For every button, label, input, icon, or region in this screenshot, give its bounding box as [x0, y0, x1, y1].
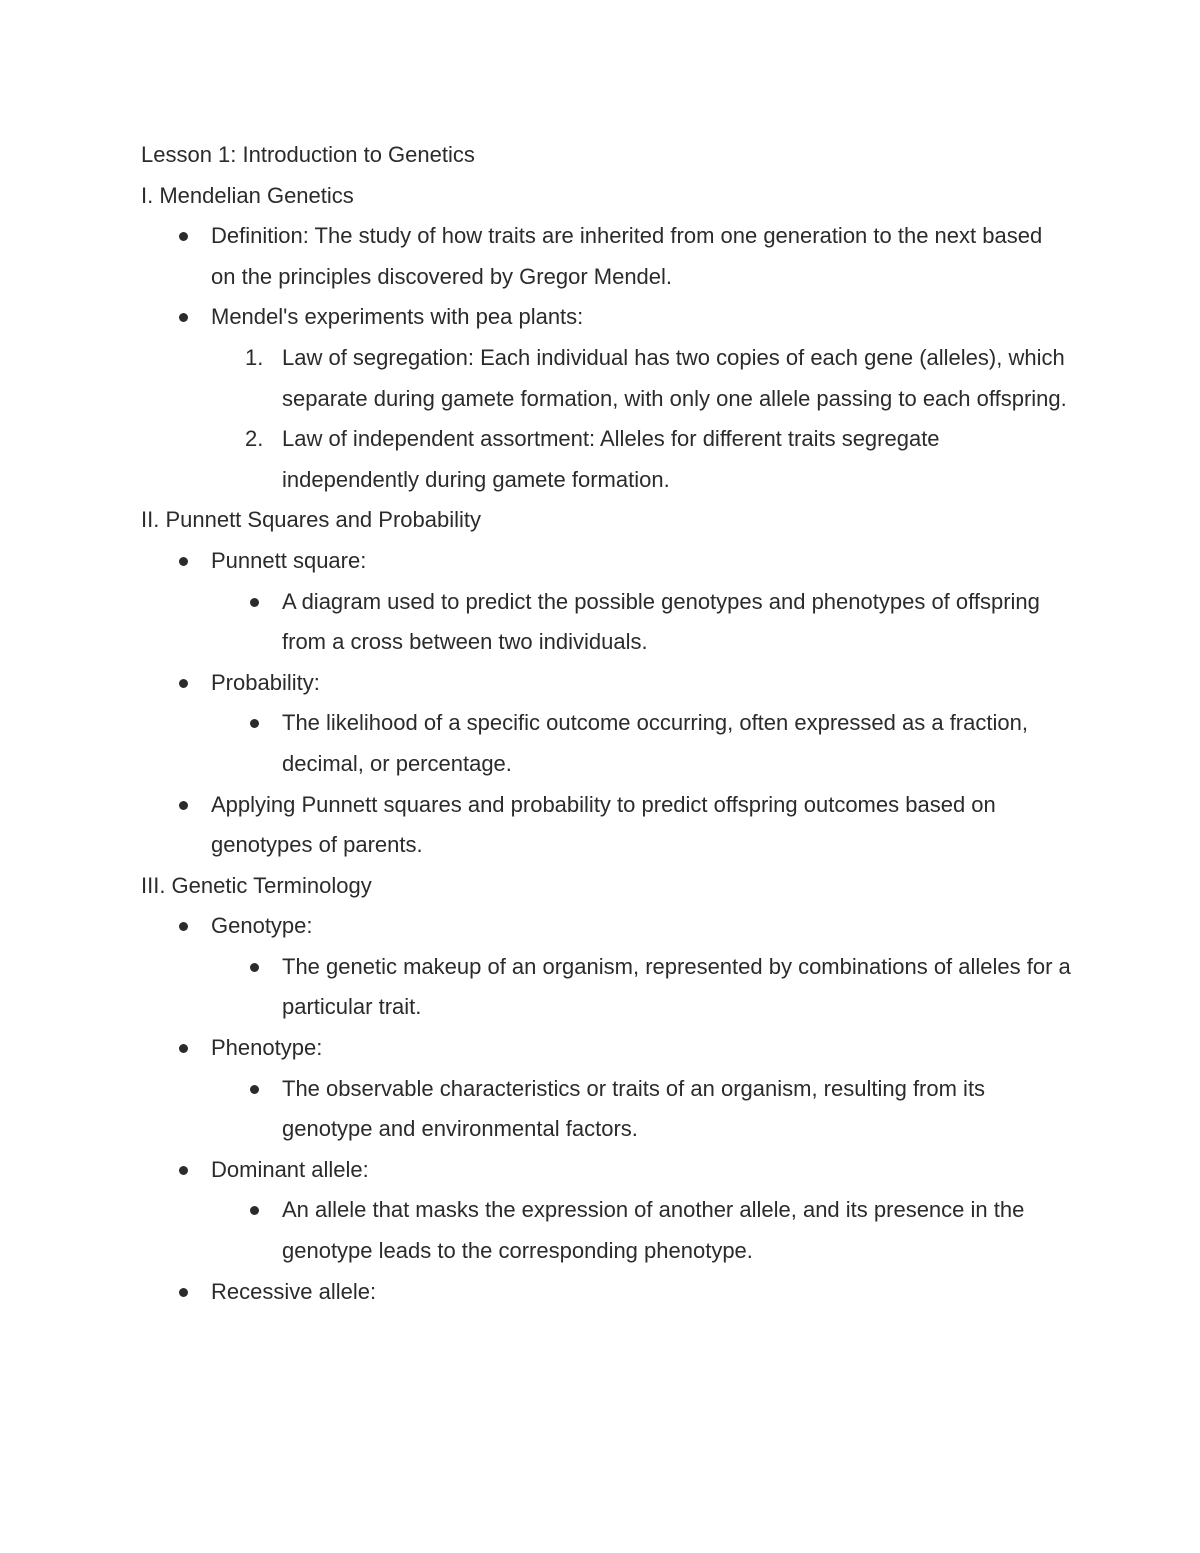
term-detail: A diagram used to predict the possible genotypes and phenotypes of offspring from a cross between two individuals. — [282, 588, 1040, 655]
term-label: Genotype: — [211, 913, 313, 939]
list-item — [141, 1150, 1071, 1191]
lesson-notes — [141, 135, 1071, 1312]
term-label: Recessive allele: — [211, 1278, 377, 1304]
list-item — [141, 1272, 1071, 1313]
bullet-icon — [250, 963, 259, 972]
list-item — [141, 541, 1071, 582]
bullet-icon — [179, 801, 188, 810]
list-item — [141, 703, 1071, 784]
term-label: Probability: — [211, 669, 320, 695]
term-label: Phenotype: — [211, 1035, 323, 1061]
bullet-icon — [179, 922, 188, 931]
term-detail: The genetic makeup of an organism, represented by combinations of alleles for a particular trait. — [282, 953, 1071, 1020]
law-text: Law of independent assortment: Alleles for different traits segregate independently during gamete formation. — [282, 426, 940, 492]
term-detail: The observable characteristics or traits of an organism, resulting from its genotype and environmental factors. — [282, 1075, 986, 1142]
term-detail: An allele that masks the expression of another allele, and its presence in the genotype leads to the corresponding phenotype. — [282, 1197, 1025, 1264]
list-item — [141, 1069, 1071, 1150]
bullet-icon — [179, 232, 188, 241]
term-label: Dominant allele: — [211, 1156, 369, 1182]
list-item — [141, 906, 1071, 947]
mendel-laws-list — [141, 338, 1071, 500]
bullet-icon — [179, 1288, 188, 1297]
list-item — [141, 419, 1071, 500]
list-item — [141, 297, 1071, 338]
bullet-icon — [179, 1166, 188, 1175]
list-item — [141, 1028, 1071, 1069]
list-number: 1. — [245, 344, 264, 370]
term-detail: The likelihood of a specific outcome occurring, often expressed as a fraction, decimal, or percentage. — [282, 710, 1028, 776]
bullet-icon — [179, 679, 188, 688]
bullet-icon — [179, 557, 188, 566]
term-label: Punnett square: — [211, 547, 367, 573]
experiments-label: Mendel's experiments with pea plants: — [211, 304, 584, 330]
list-item — [141, 338, 1071, 419]
list-number: 2. — [245, 426, 264, 452]
lesson-title: Lesson 1: Introduction to Genetics — [141, 142, 475, 167]
application-text: Applying Punnett squares and probability to predict offspring outcomes based on genotypes of parents. — [211, 791, 996, 858]
section-heading-mendelian: I. Mendelian Genetics — [141, 182, 354, 208]
list-item — [141, 947, 1071, 1028]
bullet-icon — [179, 313, 188, 322]
list-item — [141, 216, 1071, 297]
list-item — [141, 785, 1071, 866]
law-text: Law of segregation: Each individual has two copies of each gene (alleles), which separate during gamete formation, with only one allele passing to each offspring. — [282, 344, 1067, 411]
bullet-icon — [179, 1044, 188, 1053]
section-heading-punnett: II. Punnett Squares and Probability — [141, 507, 481, 533]
list-item — [141, 582, 1071, 663]
bullet-icon — [250, 719, 259, 728]
bullet-icon — [250, 1206, 259, 1215]
list-item — [141, 663, 1071, 704]
section-heading-terminology: III. Genetic Terminology — [141, 872, 372, 898]
bullet-icon — [250, 598, 259, 607]
punnett-list — [141, 541, 1071, 866]
list-item — [141, 1190, 1071, 1271]
definition-text: Definition: The study of how traits are inherited from one generation to the next based on the principles discovered by Gregor Mendel. — [211, 223, 1043, 289]
bullet-icon — [250, 1085, 259, 1094]
terminology-list — [141, 906, 1071, 1312]
mendelian-list — [141, 216, 1071, 338]
